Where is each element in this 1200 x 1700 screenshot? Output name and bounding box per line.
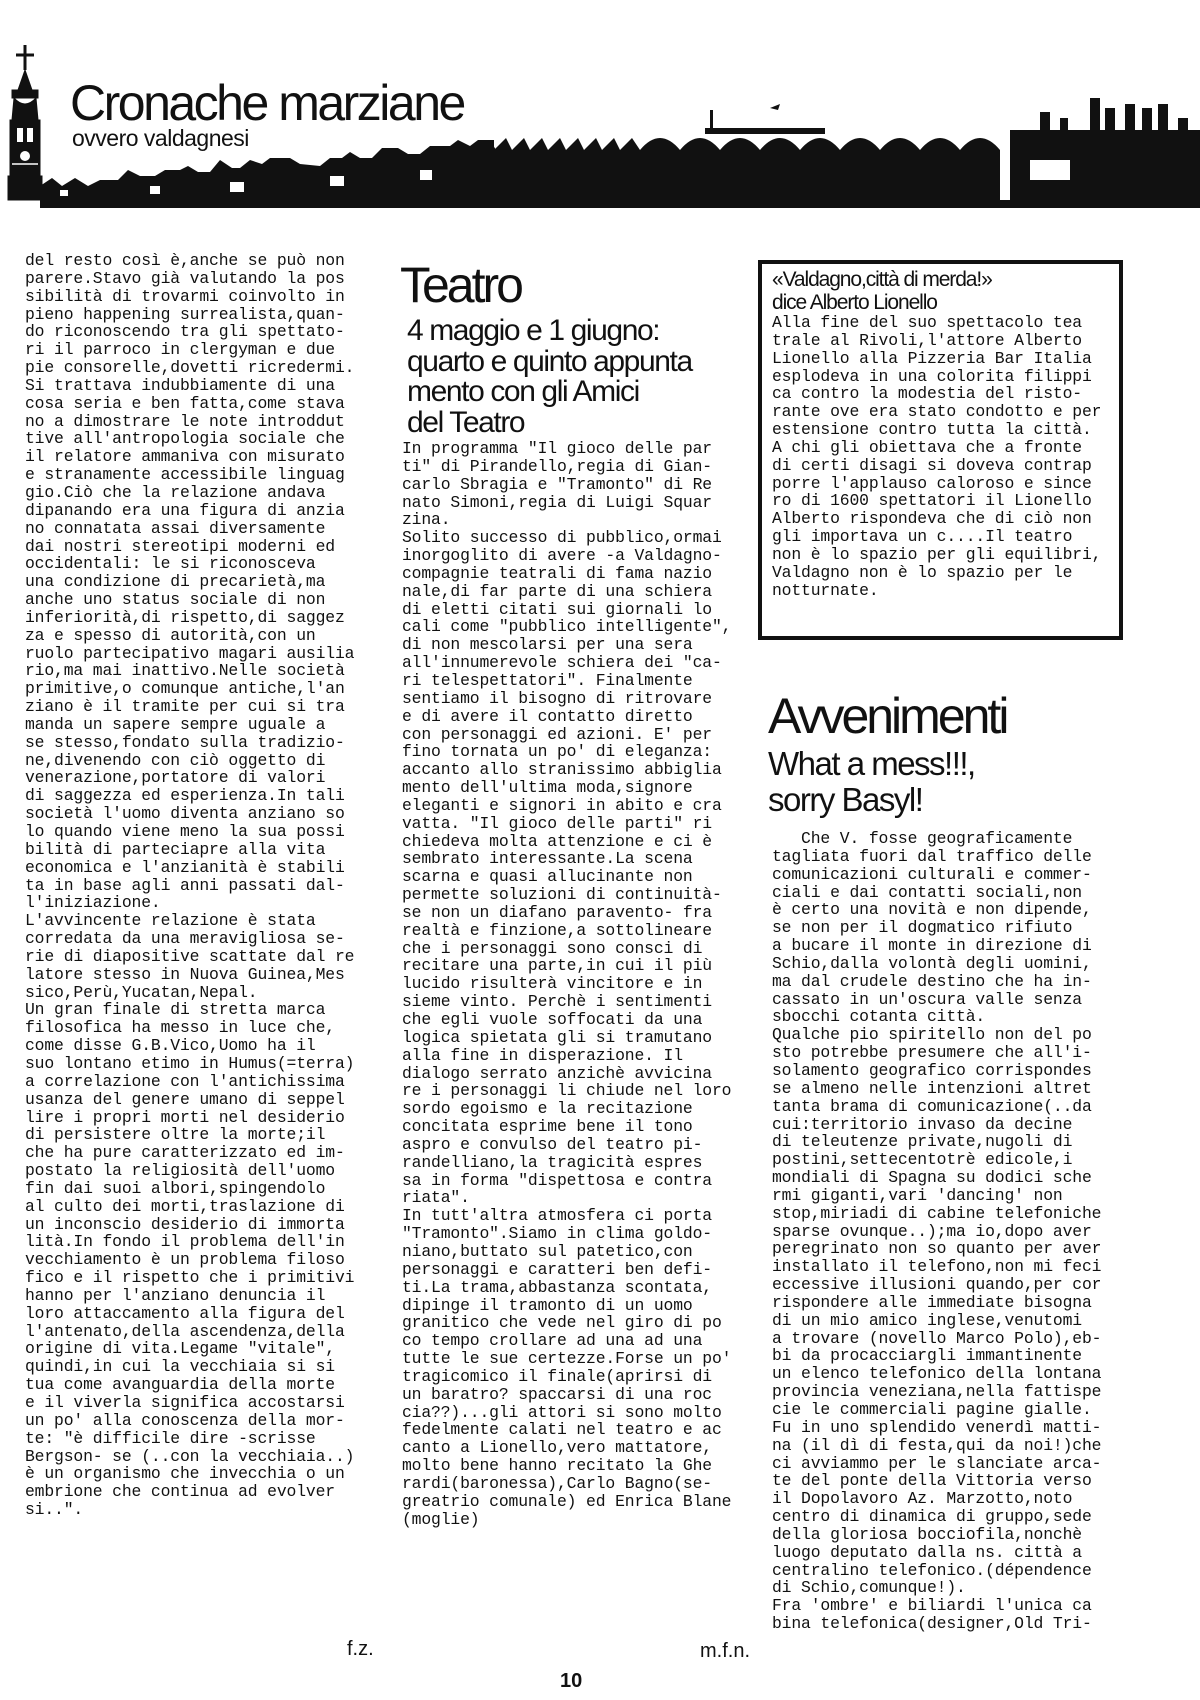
text-line: accanto allo stranissimo abbiglia: [402, 760, 722, 780]
text-line: Fu in uno splendido venerdì matti-: [772, 1417, 1102, 1437]
text-line: di saggezza ed esperienza.In tali: [25, 786, 345, 806]
text-line: mondiali di Spagna su dodici sche: [772, 1168, 1092, 1188]
text-line: ti" di Pirandello,regia di Gian-: [402, 456, 712, 476]
text-line: rmi giganti,vari 'dancing' non: [772, 1185, 1063, 1205]
text-line: centro di dinamica di gruppo,sede: [772, 1507, 1092, 1527]
text-line: e il viverla significa accostarsi: [25, 1393, 345, 1412]
text-line: co tempo crollare ad una ad una: [402, 1331, 703, 1351]
text-line: bi da procacciargli immantinente: [772, 1346, 1082, 1366]
text-line: recitare una parte,in cui il più: [402, 956, 712, 976]
text-line: alla fine in disperazione. Il: [402, 1045, 683, 1065]
text-line: del resto così è,anche se può non: [25, 251, 345, 270]
text-line: se non per il dogmatico rifiuto: [772, 918, 1073, 938]
text-line: venerazione,portatore di valori: [25, 768, 326, 788]
text-line: a trovare (novello Marco Polo),eb-: [772, 1328, 1102, 1348]
text-line: trale al Rivoli,l'attore Alberto: [772, 330, 1082, 350]
text-line: rardi(baronessa),Carlo Bagno(se-: [402, 1473, 712, 1493]
text-line: rante ove era stato condotto e per: [772, 402, 1102, 422]
text-line: Alla fine del suo spettacolo tea: [772, 313, 1082, 332]
text-line: Valdagno non è lo spazio per le: [772, 562, 1073, 582]
text-line: Si trattava indubbiamente di una: [25, 375, 335, 395]
text-line: provincia veneziana,nella fattispe: [772, 1382, 1102, 1402]
text-line: randelliano,la tragicità espres: [402, 1152, 703, 1172]
text-line: na (il dì di festa,qui da noi!)che: [772, 1435, 1102, 1455]
text-line: te: "è difficile dire -scrisse: [25, 1428, 316, 1448]
text-line: a bucare il monte in direzione di: [772, 936, 1092, 956]
text-line: tanta brama di comunicazione(..da: [772, 1096, 1092, 1116]
text-line: tive all'antropologia sociale che: [25, 429, 345, 449]
text-line: il relatore ammaniva con misurato: [25, 447, 345, 467]
text-line: no a dimostrare le note introddut: [25, 411, 345, 431]
text-line: dipinge il tramonto di un uomo: [402, 1295, 693, 1315]
text-line: installato il telefono,non mi feci: [772, 1257, 1102, 1277]
teatro-signature: m.f.n.: [700, 1640, 751, 1662]
text-line: sico,Perù,Yucatan,Nepal.: [25, 982, 258, 1002]
factory-sawtooth-roof: [488, 138, 640, 200]
left-article-signature: f.z.: [347, 1638, 374, 1660]
text-line: cali come "pubblico intelligente",: [402, 617, 732, 637]
avvenimenti-subheading: [768, 746, 975, 818]
text-line: gli importava un c....Il teatro: [772, 527, 1073, 547]
text-line: porre l'applauso caloroso e since: [772, 473, 1092, 493]
text-line: non è lo spazio per gli equilibri,: [772, 544, 1102, 564]
text-line: se stesso,fondato sulla tradizio-: [25, 732, 345, 752]
text-line: un baratro? spaccarsi di una roc: [402, 1384, 712, 1404]
text-line: nato Simoni,regia di Luigi Squar: [402, 492, 712, 512]
text-line: rispondere alle immediate bisogna: [772, 1292, 1092, 1312]
masthead: [0, 0, 1200, 220]
text-line: peregrinato non so quanto per aver: [772, 1239, 1102, 1259]
text-line: molto bene hanno recitato la Ghe: [402, 1456, 712, 1476]
text-line: suo lontano etimo in Humus(=terra): [25, 1053, 355, 1073]
text-line: lo quando viene meno la sua possi: [25, 822, 345, 841]
bell-tower-icon: [8, 45, 42, 200]
text-line: parere.Stavo già valutando la pos: [25, 268, 345, 288]
text-line: ne,divenendo con ciò oggetto di: [25, 750, 326, 770]
text-line: l'antenato,della ascendenza,della: [25, 1321, 345, 1341]
text-line: sto potrebbe presumere che all'i-: [772, 1043, 1092, 1063]
text-line: ca contro la modestia del risto-: [772, 384, 1082, 404]
text-line: centralino telefonico.(dépendence: [772, 1560, 1092, 1580]
text-line: scarna e quasi allucinante non: [402, 867, 693, 887]
text-line: sparse ovunque..);ma io,dopo aver: [772, 1221, 1092, 1241]
text-line: pie consorelle,dovetti ricredermi.: [25, 358, 355, 378]
text-line: ta in base agli anni passati dal-: [25, 875, 345, 895]
text-line: e stranamente accessibile linguag: [25, 465, 345, 485]
text-line: è un organismo che invecchia o un: [25, 1464, 345, 1484]
text-line: eccessive illusioni quando,per cor: [772, 1275, 1102, 1295]
text-line: Alberto rispondeva che di ciò non: [772, 509, 1092, 529]
text-line: un elenco telefonico della lontana: [772, 1364, 1102, 1384]
text-line: sbocchi cotanta città.: [772, 1007, 986, 1027]
text-line: embrione che continua ad evolver: [25, 1482, 335, 1502]
text-line: fedelmente calati nel teatro e ac: [402, 1420, 722, 1440]
text-line: canto a Lionello,vero mattatore,: [402, 1438, 712, 1458]
text-line: In tutt'altra atmosfera ci porta: [402, 1206, 712, 1226]
text-line: origine di vita.Legame "vitale",: [25, 1339, 335, 1359]
text-line: inferiorità,di rispetto,di saggez: [25, 607, 345, 627]
text-line: tagliata fuori dal traffico delle: [772, 846, 1092, 866]
text-line: re i personaggi li chiude nel loro: [402, 1081, 732, 1101]
text-line: dipanando era una figura di anzia: [25, 500, 345, 520]
text-line: tutte le sue certezze.Forse un po': [402, 1349, 732, 1369]
text-line: rie di diapositive scattate dal re: [25, 946, 355, 966]
text-line: manda un sapere sempre uguale a: [25, 714, 326, 734]
text-line: concitata esprime bene il tono: [402, 1117, 693, 1137]
text-line: granitico che vede nel giro di po: [402, 1313, 722, 1333]
subheading-line: del Teatro: [407, 405, 525, 439]
text-line: è certo una novità e non dipende,: [772, 900, 1092, 920]
avvenimenti-heading: Avvenimenti: [768, 688, 1007, 744]
text-line: (moglie): [402, 1509, 480, 1529]
text-line: greatrio comunale) ed Enrica Blane: [402, 1491, 732, 1511]
text-line: pieno happening surrealista,quan-: [25, 304, 345, 324]
text-line: dai nostri stereotipi moderni ed: [25, 536, 335, 556]
text-line: Fra 'ombre' e biliardi l'unica ca: [772, 1596, 1092, 1616]
text-line: di teleutenze private,nugoli di: [772, 1132, 1073, 1152]
text-line: personaggi e caratteri ben defi-: [402, 1259, 712, 1279]
text-line: dialogo serrato anzichè avvicina: [402, 1063, 712, 1083]
text-line: mento dell'ultima moda,signore: [402, 778, 693, 798]
text-line: cui:territorio invaso da decine: [772, 1114, 1073, 1134]
text-line: bilità di parteciapre alla vita: [25, 839, 326, 859]
text-line: cosa seria e ben fatta,come stava: [25, 393, 345, 413]
text-line: zina.: [402, 510, 451, 530]
text-line: come disse G.B.Vico,Uomo ha il: [25, 1036, 316, 1056]
lionello-news-box: [758, 260, 1123, 640]
text-line: fin dai suoi albori,spingendolo: [25, 1178, 326, 1198]
text-line: ti.La trama,abbastanza scontata,: [402, 1277, 712, 1297]
text-line: ri telespettatori". Finalmente: [402, 670, 693, 690]
text-line: fino tornata un po' di eleganza:: [402, 742, 712, 762]
text-line: di un mio amico inglese,venutomi: [772, 1310, 1082, 1330]
box-title-line: «Valdagno,città di merda!»: [772, 268, 992, 291]
teatro-article: [402, 440, 762, 1665]
left-column-article: [25, 252, 375, 1652]
subheading-line: What a mess!!!,: [768, 745, 975, 782]
text-line: postini,settecentotrè edicole,i: [772, 1150, 1073, 1170]
text-line: aspro e convulso del teatro pi-: [402, 1134, 703, 1154]
text-line: sa in forma "dispettosa e contra: [402, 1170, 712, 1190]
text-line: un po' alla conoscenza della mor-: [25, 1410, 345, 1430]
text-line: cie le commerciali pagine gialle.: [772, 1400, 1092, 1419]
text-line: di Schio,comunque!).: [772, 1578, 966, 1598]
text-line: sembrato interessante.La scena: [402, 849, 693, 869]
text-line: se non un diafano paravento- fra: [402, 902, 712, 922]
text-line: chiedeva molta attenzione e ci è: [402, 831, 712, 851]
text-line: postato la religiosità dell'uomo: [25, 1161, 335, 1181]
text-line: lucido risulterà vincitore e in: [402, 974, 703, 994]
text-line: compagnie teatrali di fama nazio: [402, 563, 712, 583]
text-line: notturnate.: [772, 580, 879, 600]
text-line: loro attaccamento alla figura del: [25, 1303, 345, 1323]
text-line: ma dal crudele destino che ha in-: [772, 971, 1092, 991]
text-line: ri il parroco in clergyman e due: [25, 340, 335, 360]
text-line: della gloriosa bocciofila,nonchè: [772, 1524, 1082, 1544]
text-line: di eletti citati sui giornali lo: [402, 599, 712, 619]
text-line: sordo egoismo e la recitazione: [402, 1099, 693, 1119]
lionello-box-title: [772, 268, 1113, 314]
box-title-line: dice Alberto Lionello: [772, 291, 937, 314]
lionello-box-text: [772, 314, 1113, 600]
subheading-line: sorry Basyl!: [768, 781, 923, 818]
text-line: bina telefonica(designer,Old Tri-: [772, 1614, 1092, 1634]
masthead-title: Cronache marziane: [70, 75, 464, 131]
text-line: esplodeva in una colorita filippi: [772, 366, 1092, 386]
masthead-subtitle: ovvero valdagnesi: [72, 125, 249, 151]
text-line: za e spesso di autorità,con un: [25, 625, 316, 645]
text-line: latore stesso in Nuova Guinea,Mes: [25, 964, 345, 984]
text-line: tua come avanguardia della morte: [25, 1375, 335, 1395]
text-line: al culto dei morti,traslazione di: [25, 1196, 345, 1216]
text-line: cia??)...gli attori si sono molto: [402, 1402, 722, 1422]
text-line: hanno per l'anziano denuncia il: [25, 1285, 326, 1305]
text-line: "Tramonto".Siamo in clima goldo-: [402, 1224, 712, 1244]
text-line: cassato in un'oscura valle senza: [772, 989, 1082, 1009]
text-line: società l'uomo diventa anziano so: [25, 804, 345, 824]
text-line: do riconoscendo tra gli spettato-: [25, 322, 345, 342]
text-line: no connatata assai diversamente: [25, 518, 326, 538]
text-line: ziano è il tramite per cui si tra: [25, 697, 345, 717]
text-line: Che V. fosse geograficamente: [772, 829, 1073, 848]
text-line: un inconscio desiderio di immorta: [25, 1214, 345, 1234]
teatro-heading: Teatro: [400, 257, 521, 313]
text-line: fico e il rispetto che i primitivi: [25, 1268, 355, 1288]
text-line: Solito successo di pubblico,ormai: [402, 528, 722, 548]
text-line: eleganti e signori in abito e cra: [402, 795, 722, 815]
text-line: che egli vuole soffocati da una: [402, 1010, 703, 1029]
text-line: lire i propri morti nel desiderio: [25, 1107, 345, 1127]
text-line: riata".: [402, 1188, 470, 1208]
text-line: se almeno nelle intenzioni altret: [772, 1078, 1092, 1098]
text-line: vatta. "Il gioco delle parti" ri: [402, 813, 712, 833]
text-line: realtà e finzione,a sottolineare: [402, 920, 712, 940]
text-line: nale,di far parte di una schiera: [402, 581, 712, 601]
text-line: rio,ma mai inattivo.Nelle società: [25, 661, 345, 681]
text-line: L'avvincente relazione è stata: [25, 911, 316, 931]
text-line: ruolo partecipativo magari ausilia: [25, 643, 355, 663]
teatro-subheading: [407, 316, 692, 438]
text-line: di persistere oltre la morte;il: [25, 1125, 326, 1145]
text-line: gio.Ciò che la relazione andava: [25, 482, 326, 502]
text-line: In programma "Il gioco delle par: [402, 439, 712, 458]
subheading-line: mento con gli Amici: [407, 375, 639, 408]
text-line: Bergson- se (..con la vecchiaia..): [25, 1446, 355, 1466]
text-line: quindi,in cui la vecchiaia si si: [25, 1357, 335, 1377]
text-line: e di avere il contatto diretto: [402, 706, 693, 726]
subheading-line: 4 maggio e 1 giugno:: [407, 314, 660, 347]
text-line: Schio,dalla volontà degli uomini,: [772, 953, 1092, 973]
text-line: occidentali: le si riconosceva: [25, 554, 316, 574]
text-line: si..".: [25, 1500, 84, 1520]
text-line: Un gran finale di stretta marca: [25, 1000, 326, 1020]
text-line: filosofica ha messo in luce che,: [25, 1018, 335, 1038]
text-line: A chi gli obiettava che a fronte: [772, 437, 1082, 457]
text-line: a correlazione con l'antichissima: [25, 1071, 345, 1091]
text-line: estensione contro tutta la città.: [772, 420, 1092, 440]
text-line: sibilità di trovarmi coinvolto in: [25, 286, 345, 306]
text-line: l'iniziazione.: [25, 893, 161, 913]
text-line: all'innumerevole schiera dei "ca-: [402, 653, 722, 673]
avvenimenti-article: [772, 830, 1182, 1665]
text-line: tragicomico il finale(aprirsi di: [402, 1366, 712, 1386]
text-line: usanza del genere umano di seppel: [25, 1089, 345, 1109]
text-line: comunicazioni culturali e commer-: [772, 864, 1092, 884]
text-line: primitive,o comunque antiche,l'an: [25, 679, 345, 699]
page-number: 10: [560, 1670, 583, 1692]
text-line: Qualche pio spiritello non del po: [772, 1025, 1092, 1045]
text-line: te del ponte della Vittoria verso: [772, 1471, 1092, 1491]
text-line: che i personaggi sono consci di: [402, 938, 703, 958]
text-line: ciali e dai contatti sociali,non: [772, 882, 1082, 902]
text-line: luogo deputato dalla ns. città a: [772, 1542, 1082, 1562]
text-line: corredata da una meravigliosa se-: [25, 929, 345, 949]
text-line: carlo Sbragia e "Tramonto" di Re: [402, 474, 712, 494]
text-line: economica e l'anzianità è stabili: [25, 857, 345, 877]
text-line: anche uno status sociale di non: [25, 590, 326, 610]
text-line: di certi disagi si doveva contrap: [772, 455, 1092, 475]
text-line: logica spietata gli si tramutano: [402, 1027, 712, 1047]
text-line: Lionello alla Pizzeria Bar Italia: [772, 348, 1092, 368]
text-line: sentiamo il bisogno di ritrovare: [402, 688, 712, 708]
text-line: che ha pure caratterizzato ed im-: [25, 1143, 345, 1163]
text-line: inorgoglito di avere -a Valdagno-: [402, 546, 722, 566]
text-line: solamento geografico corrispondes: [772, 1060, 1092, 1080]
text-line: con personaggi ed azioni. E' per: [402, 724, 712, 744]
text-line: sieme vinto. Perchè i sentimenti: [402, 992, 712, 1012]
text-line: il Dopolavoro Az. Marzotto,noto: [772, 1489, 1073, 1509]
text-line: niano,buttato sul patetico,con: [402, 1241, 693, 1261]
text-line: ci avviammo per le slanciate arca-: [772, 1453, 1102, 1473]
text-line: una condizione di precarietà,ma: [25, 572, 326, 592]
subheading-line: quarto e quinto appunta: [407, 344, 692, 378]
text-line: stop,miriadi di cabine telefoniche: [772, 1203, 1102, 1223]
text-line: lità.In fondo il problema dell'in: [25, 1232, 345, 1252]
text-line: vecchiamento è un problema filoso: [25, 1250, 345, 1270]
text-line: di non mescolarsi per una sera: [402, 635, 693, 655]
text-line: permette soluzioni di continuità-: [402, 885, 722, 905]
text-line: ro di 1600 spettatori il Lionello: [772, 491, 1092, 511]
